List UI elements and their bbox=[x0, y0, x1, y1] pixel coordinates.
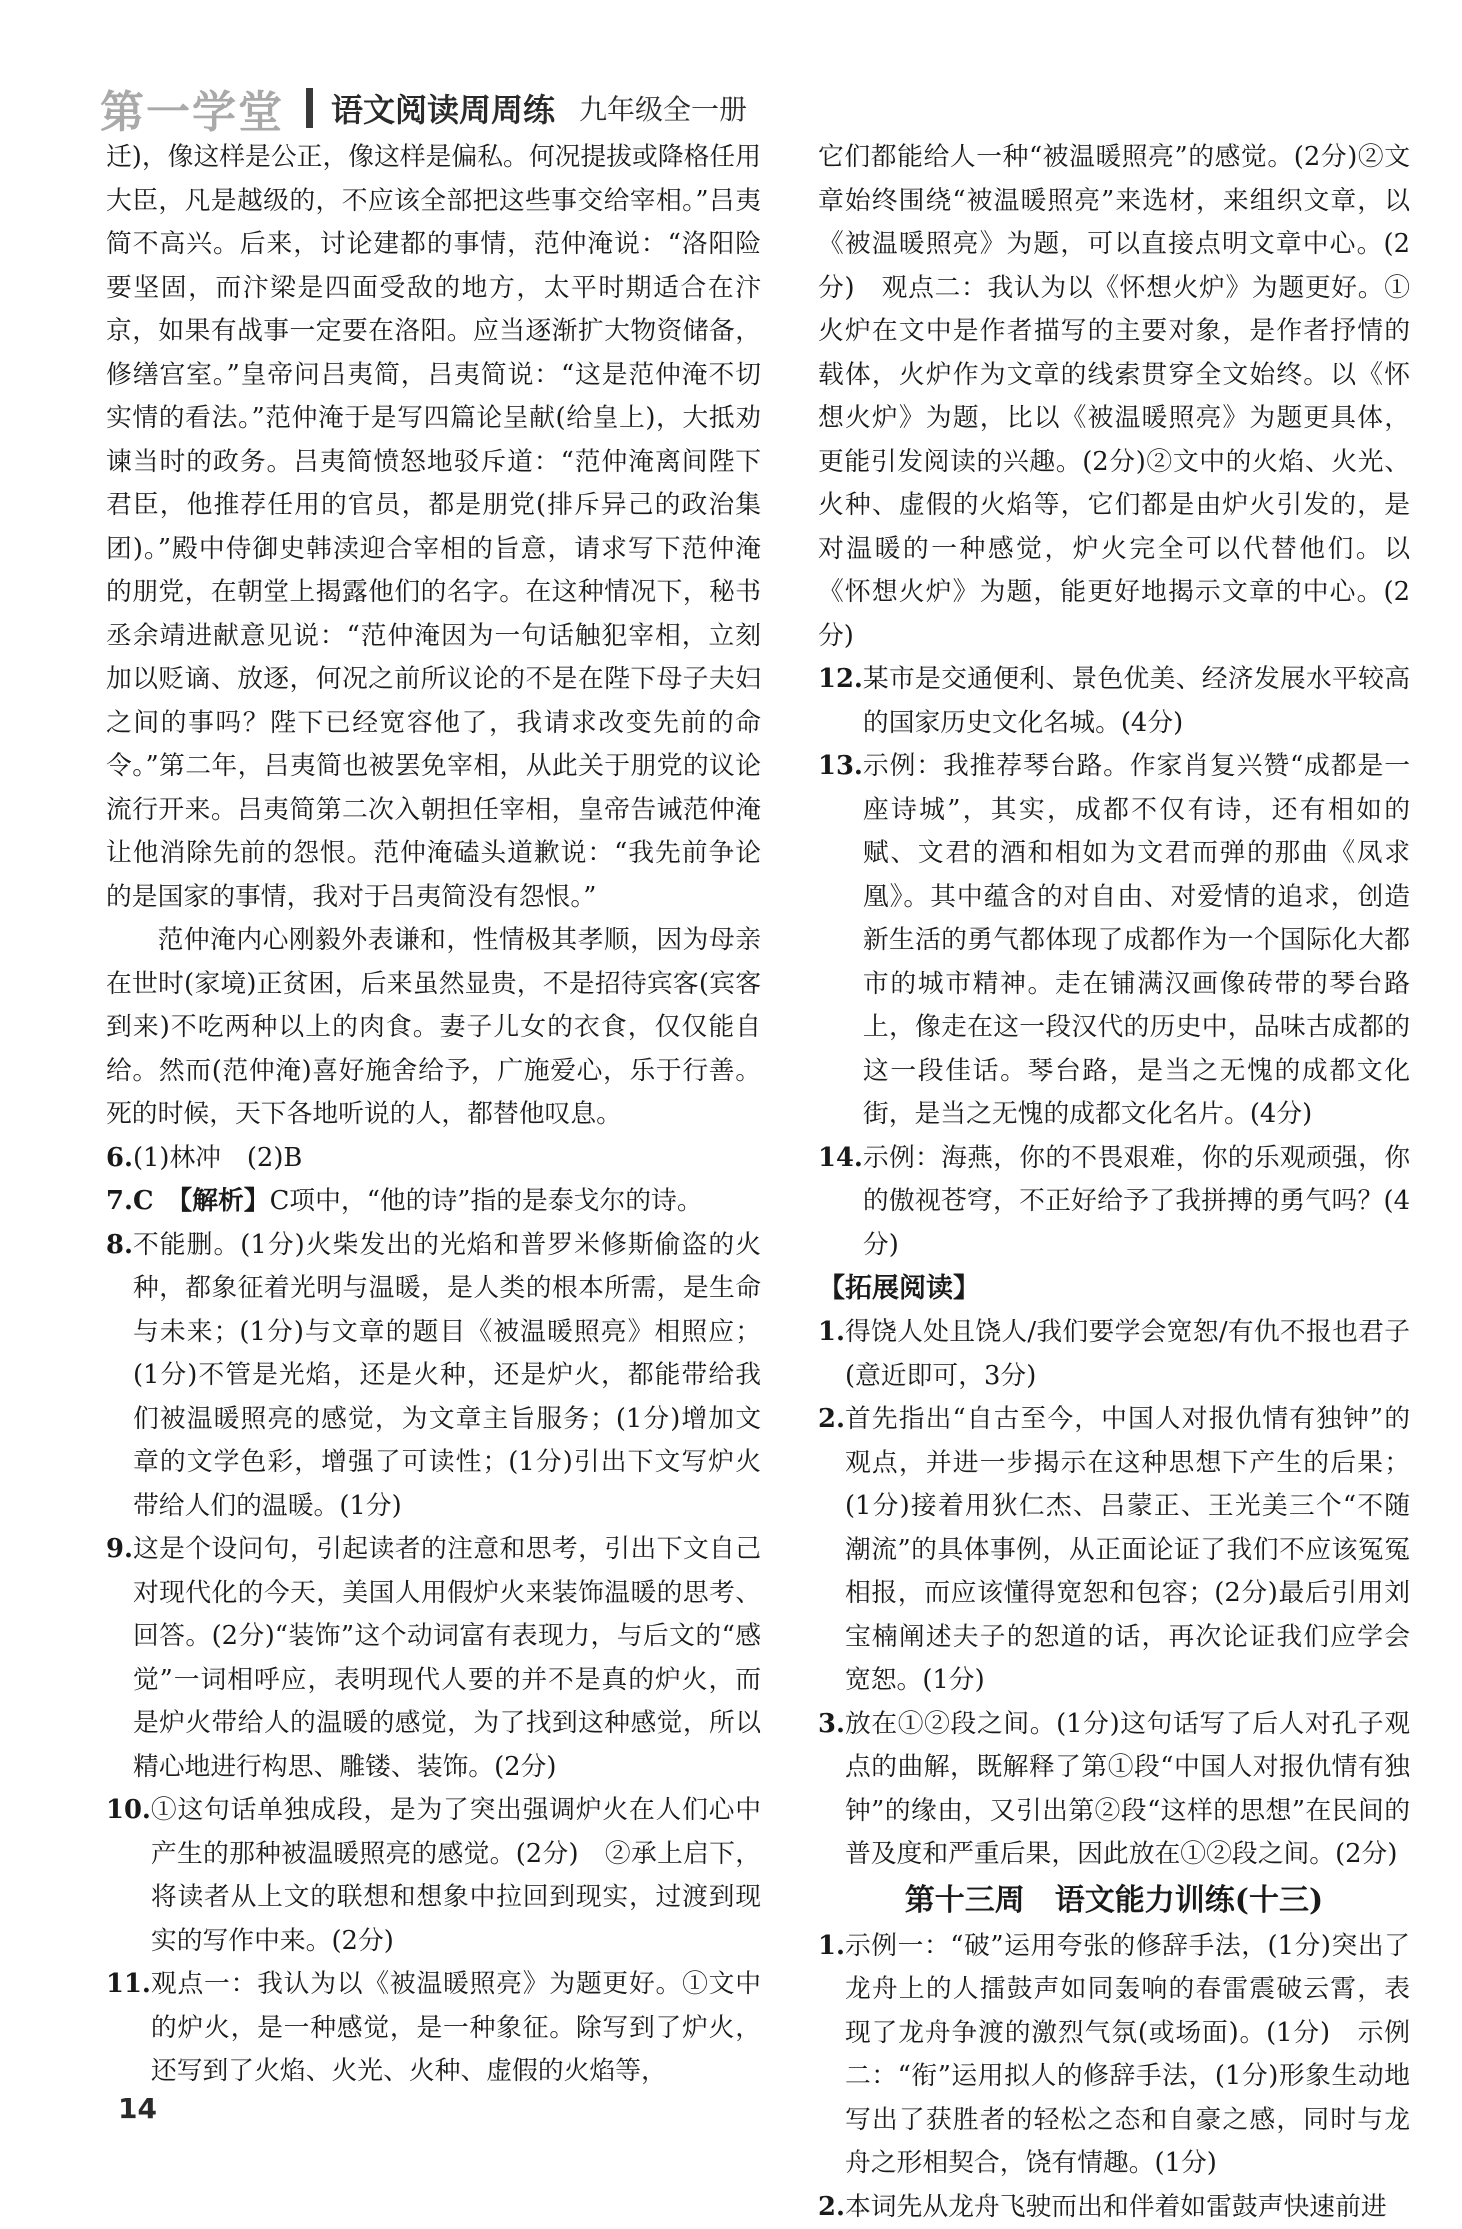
item-text: 放在①②段之间。(1分)这句话写了后人对孔子观点的曲解，既解释了第①段“中国人对报仇情有独钟”的缘由，又引出第②段“这样的思想”在民间的普及度和严重后果，因此放在①②段之间。(2分) bbox=[845, 1703, 1410, 1877]
item-number: 11. bbox=[106, 1963, 151, 2094]
answer-item-6 bbox=[106, 1137, 761, 1181]
item-text: (1)林冲 (2)B bbox=[133, 1137, 761, 1181]
item-number: 1. bbox=[818, 1311, 845, 1398]
item-number: 13. bbox=[818, 745, 863, 1137]
page-number: 14 bbox=[118, 2092, 157, 2125]
brand-logo: 第一学堂 bbox=[100, 76, 284, 140]
item-text: 这是个设问句，引起读者的注意和思考，引出下文自己对现代化的今天，美国人用假炉火来装饰温暖的思考、回答。(2分)“装饰”这个动词富有表现力，与后文的“感觉”一词相呼应，表明现代人要的并不是真的炉火，而是炉火带给人的温暖的感觉，为了找到这种感觉，所以精心地进行构思、雕镂、装饰。(2分) bbox=[133, 1528, 761, 1789]
item-text: 某市是交通便利、景色优美、经济发展水平较高的国家历史文化名城。(4分) bbox=[863, 658, 1410, 745]
item-text: 示例：我推荐琴台路。作家肖复兴赞“成都是一座诗城”，其实，成都不仅有诗，还有相如的赋、文君的酒和相如为文君而弹的那曲《凤求凰》。其中蕴含的对自由、对爱情的追求，创造新生活的勇气都体现了成都作为一个国际化大都市的城市精神。走在铺满汉画像砖带的琴台路上，像走在这一段汉代的历史中，品味古成都的这一段佳话。琴台路，是当之无愧的成都文化街，是当之无愧的成都文化名片。(4分) bbox=[863, 745, 1410, 1137]
item-text: 首先指出“自古至今，中国人对报仇情有独钟”的观点，并进一步揭示在这种思想下产生的后果；(1分)接着用狄仁杰、吕蒙正、王光美三个“不随潮流”的具体事例，从正面论证了我们不应该冤冤相报，而应该懂得宽恕和包容；(2分)最后引用刘宝楠阐述夫子的恕道的话，再次论证我们应学会宽恕。(1分) bbox=[845, 1398, 1410, 1703]
item-number: 1. bbox=[818, 1925, 845, 2186]
grade-label: 九年级全一册 bbox=[579, 88, 747, 128]
item-text: 得饶人处且饶人/我们要学会宽恕/有仇不报也君子(意近即可，3分) bbox=[845, 1311, 1410, 1398]
item-text: 示例：海燕，你的不畏艰难，你的乐观顽强，你的傲视苍穹，不正好给予了我拼搏的勇气吗？(4分) bbox=[863, 1137, 1410, 1268]
item-text: 示例一：“破”运用夸张的修辞手法，(1分)突出了龙舟上的人擂鼓声如同轰响的春雷震破云霄，表现了龙舟争渡的激烈气氛(或场面)。(1分) 示例二：“衔”运用拟人的修辞手法，(1分)形象生动地写出了获胜者的轻松之态和自豪之感，同时与龙舟之形相契合，饶有情趣。(1分) bbox=[845, 1925, 1410, 2186]
translation-paragraph-1: 迁)，像这样是公正，像这样是偏私。何况提拔或降格任用大臣，凡是越级的，不应该全部把这些事交给宰相。”吕夷简不高兴。后来，讨论建都的事情，范仲淹说：“洛阳险要坚固，而汴梁是四面受敌的地方，太平时期适合在汴京，如果有战事一定要在洛阳。应当逐渐扩大物资储备，修缮宫室。”皇帝问吕夷简，吕夷简说：“这是范仲淹不切实情的看法。”范仲淹于是写四篇论呈献(给皇上)，大抵劝谏当时的政务。吕夷简愤怒地驳斥道：“范仲淹离间陛下君臣，他推荐任用的官员，都是朋党(排斥异己的政治集团)。”殿中侍御史韩渎迎合宰相的旨意，请求写下范仲淹的朋党，在朝堂上揭露他们的名字。在这种情况下，秘书丞余靖进献意见说：“范仲淹因为一句话触犯宰相，立刻加以贬谪、放逐，何况之前所议论的不是在陛下母子夫妇之间的事吗？陛下已经宽容他了，我请求改变先前的命令。”第二年，吕夷简也被罢免宰相，从此关于朋党的议论流行开来。吕夷简第二次入朝担任宰相，皇帝告诫范仲淹让他消除先前的怨恨。范仲淹磕头道歉说：“我先前争论的是国家的事情，我对于吕夷简没有怨恨。” bbox=[106, 136, 761, 919]
translation-paragraph-2: 范仲淹内心刚毅外表谦和，性情极其孝顺，因为母亲在世时(家境)正贫困，后来虽然显贵，不是招待宾客(宾客到来)不吃两种以上的肉食。妻子儿女的衣食，仅仅能自给。然而(范仲淹)喜好施舍给予，广施爱心，乐于行善。死的时候，天下各地听说的人，都替他叹息。 bbox=[106, 919, 761, 1137]
item-number: 12. bbox=[818, 658, 863, 745]
item-number: 6. bbox=[106, 1137, 133, 1181]
item-number: 3. bbox=[818, 1703, 845, 1877]
item-number: 9. bbox=[106, 1528, 133, 1789]
answer-item-8 bbox=[106, 1224, 761, 1529]
answer-item-13 bbox=[818, 745, 1410, 1137]
item-text: 观点一：我认为以《被温暖照亮》为题更好。①文中的炉火，是一种感觉，是一种象征。除写到了炉火，还写到了火焰、火光、火种、虚假的火焰等， bbox=[151, 1963, 761, 2094]
page-header bbox=[100, 78, 1400, 138]
book-title: 语文阅读周周练 bbox=[331, 85, 555, 131]
item-text: 不能删。(1分)火柴发出的光焰和普罗米修斯偷盗的火种，都象征着光明与温暖，是人类的根本所需，是生命与未来；(1分)与文章的题目《被温暖照亮》相照应；(1分)不管是光焰，还是火种，还是炉火，都能带给我们被温暖照亮的感觉，为文章主旨服务；(1分)增加文章的文学色彩，增强了可读性；(1分)引出下文写炉火带给人们的温暖。(1分) bbox=[133, 1224, 761, 1529]
left-column bbox=[106, 136, 761, 2086]
answer-item-11-continued: 它们都能给人一种“被温暖照亮”的感觉。(2分)②文章始终围绕“被温暖照亮”来选材，来组织文章，以《被温暖照亮》为题，可以直接点明文章中心。(2分) 观点二：我认为以《怀想火炉》为题更好。①火炉在文中是作者描写的主要对象，是作者抒情的载体，火炉作为文章的线索贯穿全文始终。以《怀想火炉》为题，比以《被温暖照亮》为题更具体，更能引发阅读的兴趣。(2分)②文中的火焰、火光、火种、虚假的火焰等，它们都是由炉火引发的，是对温暖的一种感觉，炉火完全可以代替他们。以《怀想火炉》为题，能更好地揭示文章的中心。(2分) bbox=[818, 136, 1410, 658]
item-text: 本词先从龙舟飞驶而出和伴着如雷鼓声快速前进 bbox=[845, 2186, 1410, 2229]
answer-item-10 bbox=[106, 1789, 761, 1963]
item-body bbox=[133, 1180, 761, 1224]
extended-item-3 bbox=[818, 1703, 1410, 1877]
item-number: 10. bbox=[106, 1789, 151, 1963]
answer-item-12 bbox=[818, 658, 1410, 745]
item-text: ①这句话单独成段，是为了突出强调炉火在人们心中产生的那种被温暖照亮的感觉。(2分) ②承上启下，将读者从上文的联想和想象中拉回到现实，过渡到现实的写作中来。(2分) bbox=[151, 1789, 761, 1963]
week-13-title: 第十三周 语文能力训练(十三) bbox=[818, 1877, 1410, 1925]
extended-item-2 bbox=[818, 1398, 1410, 1703]
analysis-tag: C 【解析】 bbox=[133, 1186, 270, 1216]
header-divider bbox=[306, 88, 313, 128]
week13-item-1 bbox=[818, 1925, 1410, 2186]
item-number: 2. bbox=[818, 2186, 845, 2229]
answer-item-9 bbox=[106, 1528, 761, 1789]
week13-item-2 bbox=[818, 2186, 1410, 2229]
extended-item-1 bbox=[818, 1311, 1410, 1398]
item-number: 2. bbox=[818, 1398, 845, 1703]
section-heading-extended-reading: 【拓展阅读】 bbox=[818, 1267, 1410, 1311]
item-text: C项中，“他的诗”指的是泰戈尔的诗。 bbox=[270, 1186, 703, 1216]
answer-item-7 bbox=[106, 1180, 761, 1224]
answer-item-11 bbox=[106, 1963, 761, 2094]
item-number: 14. bbox=[818, 1137, 863, 1268]
answer-item-14 bbox=[818, 1137, 1410, 1268]
item-number: 8. bbox=[106, 1224, 133, 1529]
right-column bbox=[818, 136, 1410, 2086]
item-number: 7. bbox=[106, 1180, 133, 1224]
